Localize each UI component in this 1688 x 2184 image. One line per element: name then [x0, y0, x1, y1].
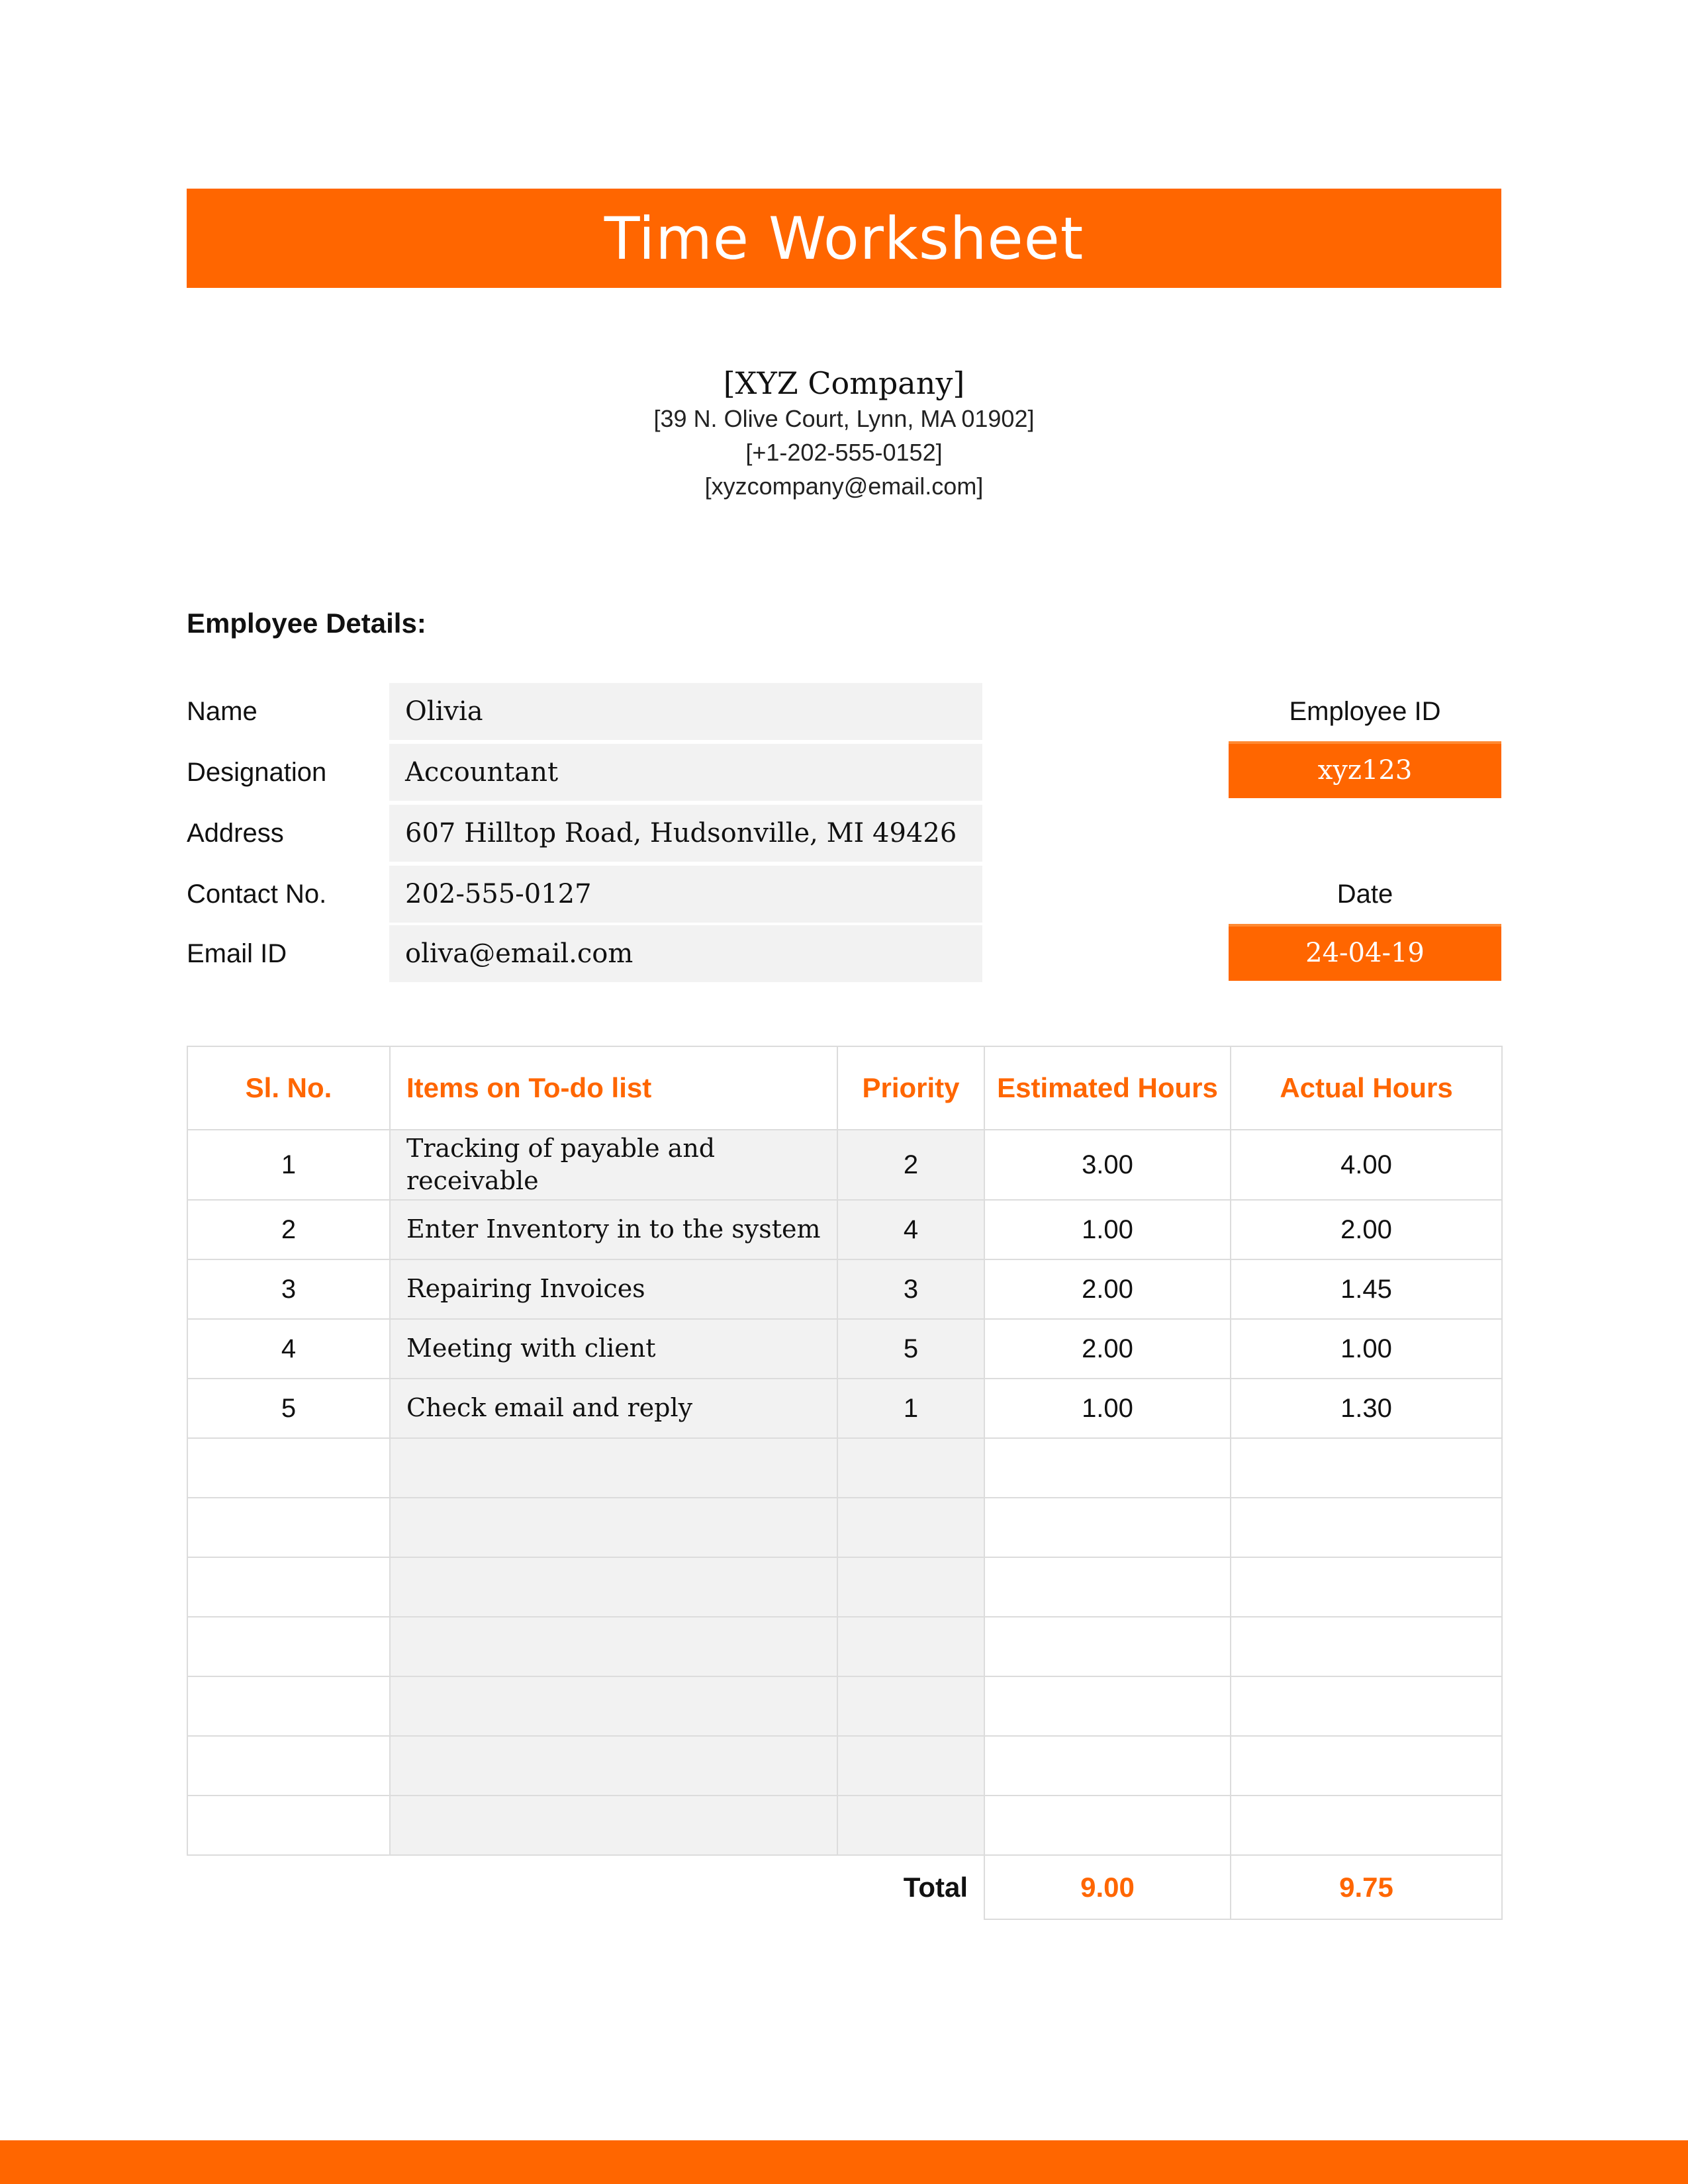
cell-no[interactable]: 3 [187, 1259, 390, 1319]
empty-cell[interactable] [390, 1736, 837, 1796]
empty-cell[interactable] [187, 1557, 390, 1617]
employee-id-field[interactable]: xyz123 [1229, 741, 1501, 798]
header-items: Items on To-do list [390, 1046, 837, 1130]
cell-estimated[interactable]: 1.00 [984, 1200, 1231, 1259]
cell-priority[interactable]: 5 [837, 1319, 984, 1379]
cell-item[interactable]: Repairing Invoices [390, 1259, 837, 1319]
employee-id-label: Employee ID [1289, 697, 1441, 726]
empty-row [187, 1617, 1502, 1676]
designation-label: Designation [187, 758, 327, 787]
empty-cell[interactable] [1231, 1796, 1502, 1855]
empty-cell[interactable] [837, 1438, 984, 1498]
name-label: Name [187, 697, 258, 726]
cell-estimated[interactable]: 2.00 [984, 1259, 1231, 1319]
empty-row [187, 1557, 1502, 1617]
cell-priority[interactable]: 1 [837, 1379, 984, 1438]
total-row [187, 1855, 1502, 1919]
title-banner [187, 189, 1501, 288]
cell-item[interactable]: Check email and reply [390, 1379, 837, 1438]
empty-cell[interactable] [187, 1676, 390, 1736]
cell-item[interactable]: Meeting with client [390, 1319, 837, 1379]
cell-item[interactable]: Enter Inventory in to the system [390, 1200, 837, 1259]
empty-cell[interactable] [984, 1736, 1231, 1796]
cell-priority[interactable]: 2 [837, 1130, 984, 1200]
empty-cell[interactable] [984, 1438, 1231, 1498]
employee-details-heading: Employee Details: [187, 608, 426, 639]
date-field[interactable]: 24-04-19 [1229, 924, 1501, 981]
name-field[interactable]: Olivia [389, 683, 982, 740]
empty-cell[interactable] [984, 1617, 1231, 1676]
empty-cell[interactable] [390, 1438, 837, 1498]
cell-actual[interactable]: 2.00 [1231, 1200, 1502, 1259]
empty-cell[interactable] [390, 1796, 837, 1855]
empty-cell[interactable] [390, 1617, 837, 1676]
cell-actual[interactable]: 1.45 [1231, 1259, 1502, 1319]
empty-cell[interactable] [187, 1438, 390, 1498]
empty-cell[interactable] [390, 1498, 837, 1557]
cell-estimated[interactable]: 1.00 [984, 1379, 1231, 1438]
empty-row [187, 1676, 1502, 1736]
empty-cell[interactable] [187, 1736, 390, 1796]
empty-cell[interactable] [187, 1498, 390, 1557]
cell-estimated[interactable]: 2.00 [984, 1319, 1231, 1379]
address-field[interactable]: 607 Hilltop Road, Hudsonville, MI 49426 [389, 805, 982, 862]
header-estimated-hours: Estimated Hours [984, 1046, 1231, 1130]
cell-actual[interactable]: 1.00 [1231, 1319, 1502, 1379]
empty-row [187, 1796, 1502, 1855]
empty-cell[interactable] [984, 1557, 1231, 1617]
empty-cell[interactable] [984, 1796, 1231, 1855]
total-spacer [187, 1855, 390, 1919]
empty-cell[interactable] [837, 1498, 984, 1557]
cell-no[interactable]: 4 [187, 1319, 390, 1379]
empty-cell[interactable] [984, 1498, 1231, 1557]
empty-cell[interactable] [837, 1617, 984, 1676]
empty-cell[interactable] [837, 1557, 984, 1617]
cell-actual[interactable]: 1.30 [1231, 1379, 1502, 1438]
empty-cell[interactable] [187, 1617, 390, 1676]
empty-cell[interactable] [1231, 1438, 1502, 1498]
table-row [187, 1319, 1502, 1379]
company-email: [xyzcompany@email.com] [704, 473, 984, 500]
cell-no[interactable]: 1 [187, 1130, 390, 1200]
table-header-row [187, 1046, 1502, 1130]
cell-priority[interactable]: 4 [837, 1200, 984, 1259]
cell-no[interactable]: 2 [187, 1200, 390, 1259]
empty-row [187, 1736, 1502, 1796]
empty-row [187, 1498, 1502, 1557]
todo-table [187, 1046, 1503, 1920]
empty-cell[interactable] [390, 1557, 837, 1617]
company-name: [XYZ Company] [723, 365, 965, 401]
cell-item[interactable]: Tracking of payable and receivable [390, 1130, 837, 1200]
total-estimated: 9.00 [984, 1855, 1231, 1919]
contact-label: Contact No. [187, 880, 327, 909]
company-address: [39 N. Olive Court, Lynn, MA 01902] [653, 405, 1035, 432]
email-field[interactable]: oliva@email.com [389, 925, 982, 982]
empty-cell[interactable] [390, 1676, 837, 1736]
footer-bar [0, 2140, 1688, 2184]
table-row [187, 1259, 1502, 1319]
cell-estimated[interactable]: 3.00 [984, 1130, 1231, 1200]
empty-cell[interactable] [1231, 1617, 1502, 1676]
email-label: Email ID [187, 939, 287, 968]
total-label: Total [903, 1872, 968, 1903]
header-actual-hours: Actual Hours [1231, 1046, 1502, 1130]
empty-cell[interactable] [1231, 1676, 1502, 1736]
address-label: Address [187, 819, 284, 848]
empty-cell[interactable] [837, 1676, 984, 1736]
empty-cell[interactable] [837, 1736, 984, 1796]
header-priority: Priority [837, 1046, 984, 1130]
empty-cell[interactable] [187, 1796, 390, 1855]
cell-actual[interactable]: 4.00 [1231, 1130, 1502, 1200]
page-title: Time Worksheet [604, 204, 1084, 273]
company-phone: [+1-202-555-0152] [745, 439, 943, 466]
header-sl-no: Sl. No. [187, 1046, 390, 1130]
table-row [187, 1379, 1502, 1438]
empty-cell[interactable] [1231, 1498, 1502, 1557]
cell-no[interactable]: 5 [187, 1379, 390, 1438]
empty-cell[interactable] [1231, 1736, 1502, 1796]
empty-row [187, 1438, 1502, 1498]
empty-cell[interactable] [837, 1796, 984, 1855]
date-label: Date [1336, 880, 1393, 909]
empty-cell[interactable] [984, 1676, 1231, 1736]
table-row [187, 1130, 1502, 1200]
total-actual: 9.75 [1231, 1855, 1502, 1919]
contact-field[interactable]: 202-555-0127 [389, 866, 982, 923]
designation-field[interactable]: Accountant [389, 744, 982, 801]
cell-priority[interactable]: 3 [837, 1259, 984, 1319]
empty-cell[interactable] [1231, 1557, 1502, 1617]
table-row [187, 1200, 1502, 1259]
